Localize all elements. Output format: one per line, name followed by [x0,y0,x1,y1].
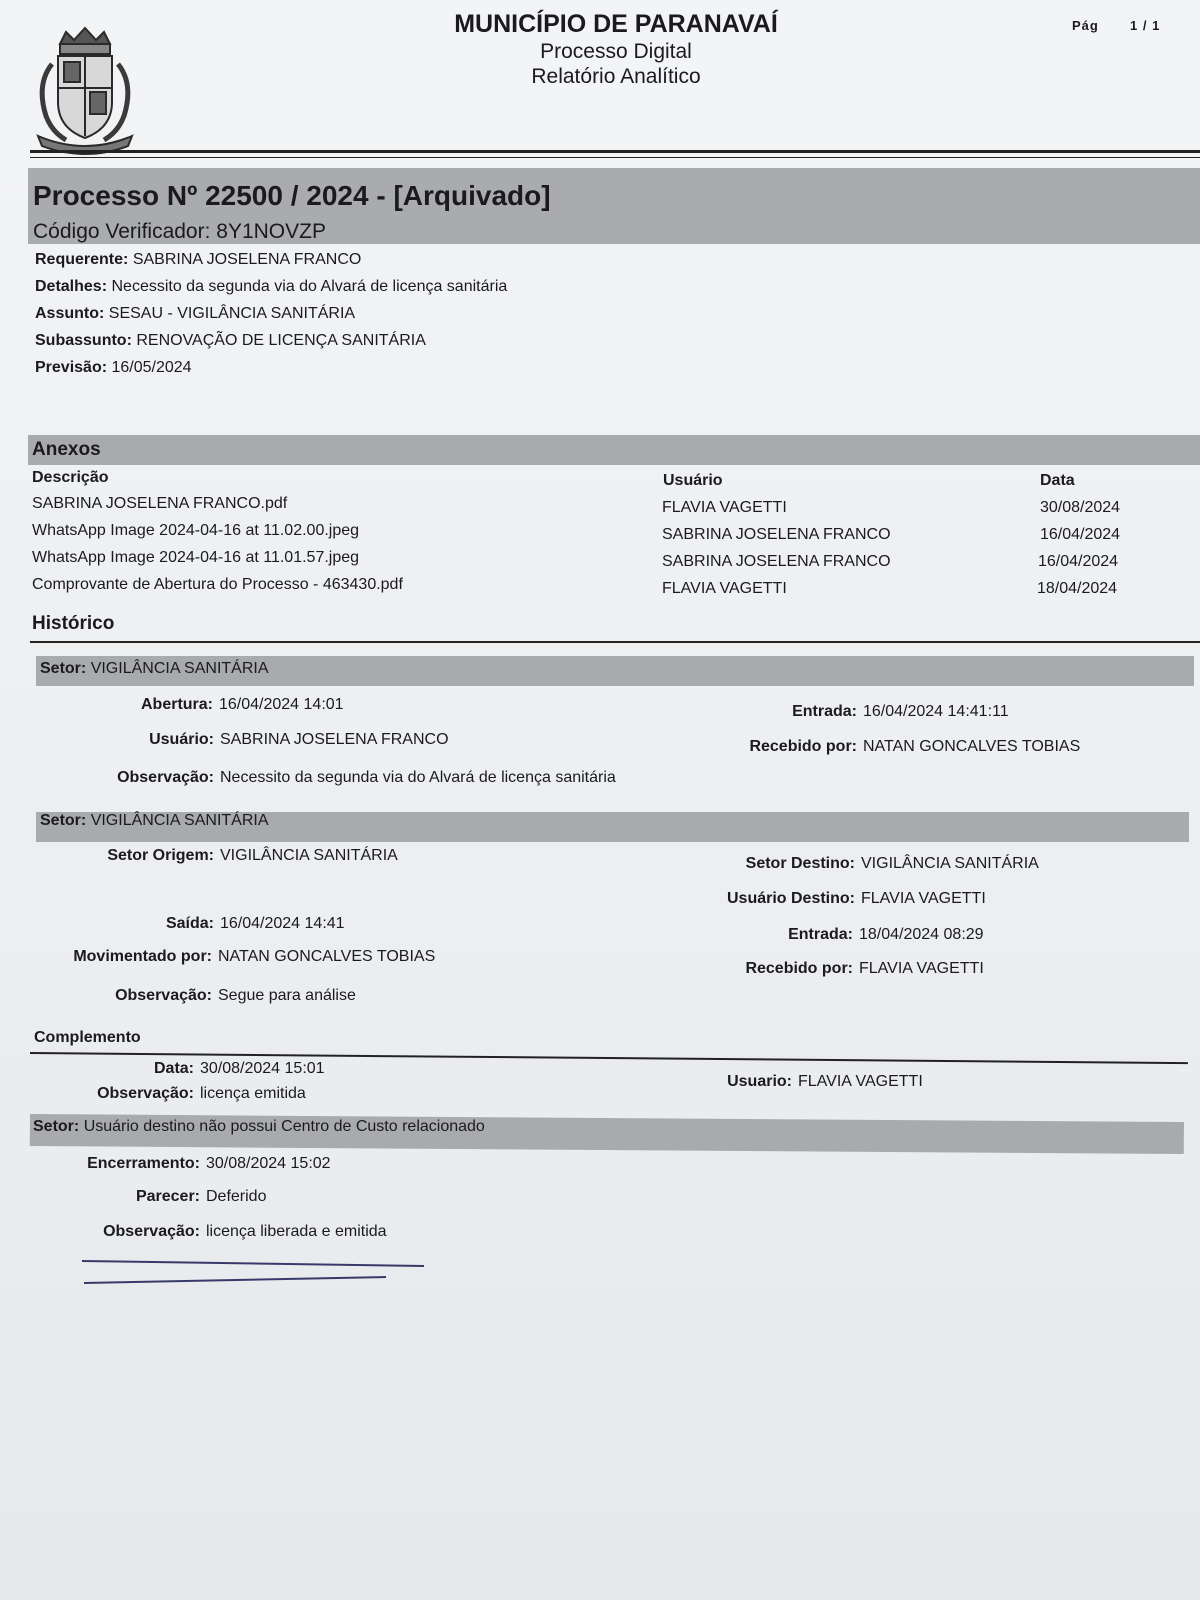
usuario-destino-row: Usuário Destino: FLAVIA VAGETTI [726,890,986,907]
observacao-row: Observação: Necessito da segunda via do Alvará de licença sanitária [117,769,616,786]
entrada-row: Entrada: 16/04/2024 14:41:11 [792,703,1009,720]
historico-title: Histórico [32,613,115,634]
anexo-data: 30/08/2024 [1040,499,1121,516]
abertura-row: Abertura: 16/04/2024 14:01 [140,696,344,713]
complemento-usuario-row: Usuario: FLAVIA VAGETTI [727,1073,923,1090]
usuario-row: Usuário: SABRINA JOSELENA FRANCO [149,731,449,748]
verification-code-label: Código Verificador: [33,220,211,243]
anexo-usuario: FLAVIA VAGETTI [662,580,787,597]
report-subtitle-2: Relatório Analítico [531,65,701,88]
field-detalhes: Detalhes: Necessito da segunda via do Alvará de licença sanitária [35,278,508,295]
signature-lines [78,1255,428,1291]
page-number: 1 / 1 [1130,18,1161,33]
anexos-header-descricao: Descrição [32,469,109,486]
recebido-row: Recebido por: NATAN GONCALVES TOBIAS [749,738,1081,755]
anexo-file-link[interactable]: WhatsApp Image 2024-04-16 at 11.01.57.jpeg [32,549,360,566]
anexo-data: 16/04/2024 [1038,553,1119,570]
setor-origem-row: Setor Origem: VIGILÂNCIA SANITÁRIA [107,847,398,864]
verification-code [33,220,326,244]
report-subtitle-1: Processo Digital [540,40,692,63]
entrada-row: Entrada: 18/04/2024 08:29 [788,926,984,943]
header-divider-thin [30,157,1200,158]
field-subassunto: Subassunto: RENOVAÇÃO DE LICENÇA SANITÁRIA [35,332,426,349]
process-title: Processo Nº 22500 / 2024 - [Arquivado] [33,180,551,211]
field-requerente: Requerente: SABRINA JOSELENA FRANCO [35,251,362,268]
anexo-file-link[interactable]: WhatsApp Image 2024-04-16 at 11.02.00.jpeg [32,522,360,539]
historico-divider [30,641,1200,643]
field-assunto: Assunto: SESAU - VIGILÂNCIA SANITÁRIA [35,305,356,322]
anexos-header-usuario: Usuário [663,472,723,489]
anexo-usuario: SABRINA JOSELENA FRANCO [662,526,891,543]
anexo-usuario: FLAVIA VAGETTI [662,499,787,516]
saida-row: Saída: 16/04/2024 14:41 [165,915,345,932]
recebido-row: Recebido por: FLAVIA VAGETTI [745,960,984,977]
anexo-data: 18/04/2024 [1037,580,1118,597]
header-divider [30,150,1200,153]
encerramento-setor: Setor: Usuário destino não possui Centro de Custo relacionado [33,1118,485,1135]
complemento-title: Complemento [34,1029,141,1046]
anexo-file-link[interactable]: Comprovante de Abertura do Processo - 463430.pdf [32,576,403,593]
anexo-usuario: SABRINA JOSELENA FRANCO [662,553,891,570]
page-label: Pág [1072,18,1099,33]
historico-setor: Setor: VIGILÂNCIA SANITÁRIA [40,660,269,677]
complemento-observacao-row: Observação: licença emitida [97,1085,306,1102]
anexos-header-data: Data [1040,472,1075,489]
verification-code-value: 8Y1NOVZP [216,220,326,243]
field-previsao: Previsão: 16/05/2024 [35,359,192,376]
encerramento-observacao-row: Observação: licença liberada e emitida [103,1223,387,1240]
movimentado-row: Movimentado por: NATAN GONCALVES TOBIAS [73,948,436,965]
historico-setor: Setor: VIGILÂNCIA SANITÁRIA [40,812,269,829]
encerramento-row: Encerramento: 30/08/2024 15:02 [87,1155,331,1172]
complemento-data-row: Data: 30/08/2024 15:01 [153,1060,325,1077]
anexos-title: Anexos [32,439,101,460]
observacao-row: Observação: Segue para análise [115,987,356,1004]
parecer-row: Parecer: Deferido [135,1188,267,1205]
anexo-file-link[interactable]: SABRINA JOSELENA FRANCO.pdf [32,495,288,512]
anexo-data: 16/04/2024 [1040,526,1121,543]
setor-destino-row: Setor Destino: VIGILÂNCIA SANITÁRIA [745,855,1039,872]
municipality-title: MUNICÍPIO DE PARANAVAÍ [454,10,778,38]
anexos-band [28,435,1200,465]
